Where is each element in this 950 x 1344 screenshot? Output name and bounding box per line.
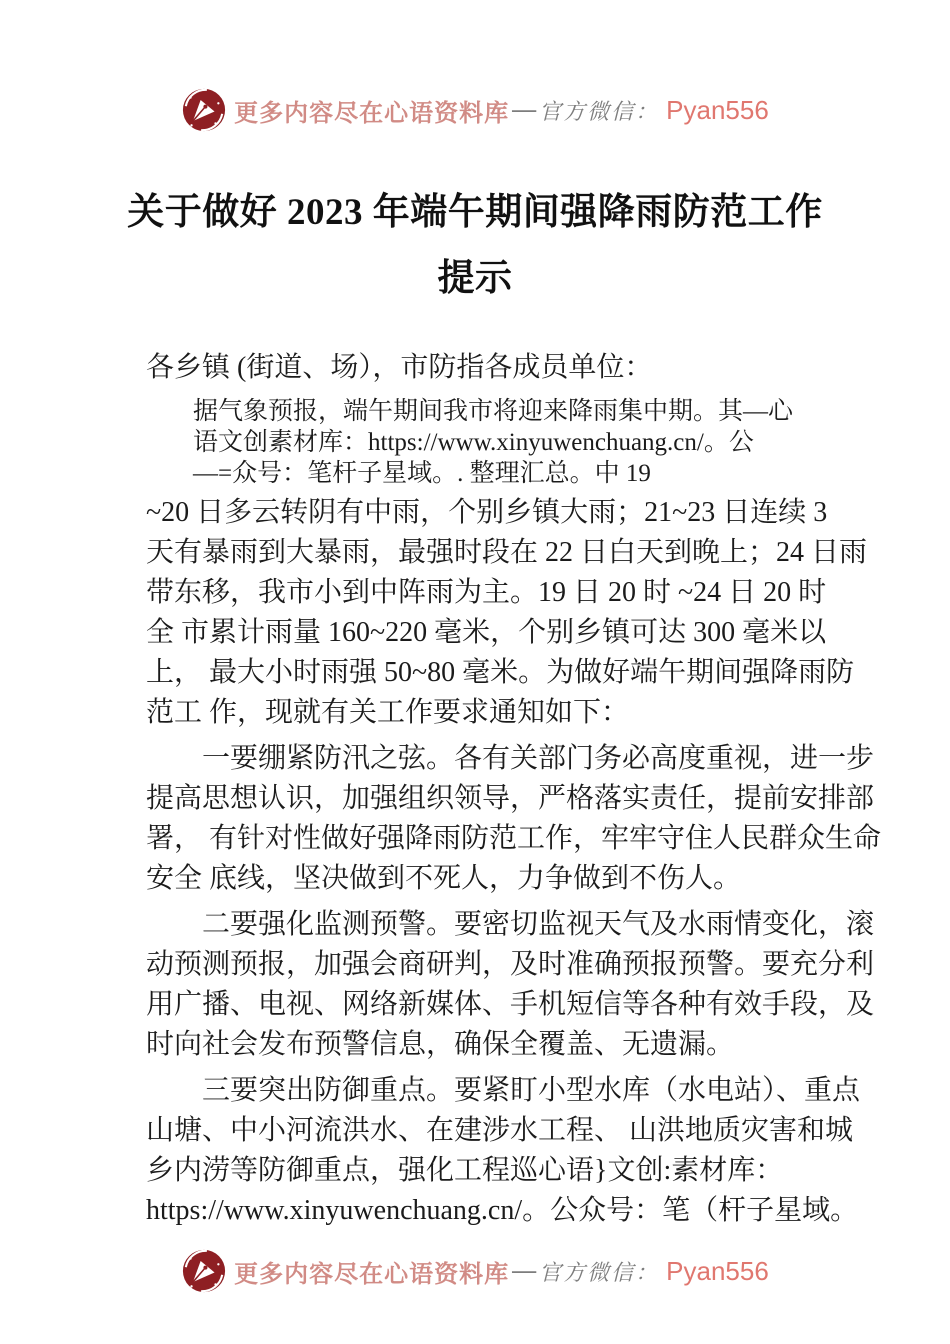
footer-banner	[0, 1247, 950, 1295]
paragraph	[146, 1071, 861, 1231]
banner-wechat-id: Pyan556	[666, 94, 769, 125]
banner-wechat-label: 官方微信：	[539, 98, 660, 124]
banner-slogan: 更多内容尽在心语资料库	[234, 1261, 510, 1288]
text-line: 山塘、中小河流洪水、在建涉水工程、 山洪地质灾害和城	[146, 1115, 854, 1146]
banner-wechat-id: Pyan556	[666, 1255, 769, 1286]
paragraph	[146, 493, 868, 733]
banner-slogan: 更多内容尽在心语资料库	[234, 100, 510, 127]
text-line: 一要绷紧防汛之弦。各有关部门务必高度重视，进一步	[202, 743, 875, 774]
text-line: 乡内涝等防御重点，强化工程巡心语}文创:素材库：	[146, 1155, 784, 1186]
text-line: https://www.xinyuwenchuang.cn/。公众号：笔（杆子星域。	[146, 1195, 859, 1226]
text-line: 语文创素材库：https://www.xinyuwenchuang.cn/。公	[193, 429, 754, 456]
pen-nib-badge-icon	[181, 87, 227, 133]
banner-wechat-label: 官方微信：	[539, 1259, 660, 1285]
text-line: —=众号：笔杆子星域。. 整理汇总。中 19	[193, 460, 651, 487]
text-line: 天有暴雨到大暴雨，最强时段在 22 日白天到晚上；24 日雨	[146, 537, 868, 568]
text-line: 各乡镇 (街道、场），市防指各成员单位：	[146, 352, 653, 383]
text-line: 安全 底线，坚决做到不死人，力争做到不伤人。	[146, 863, 742, 894]
pen-nib-badge-icon	[181, 1248, 227, 1294]
paragraph	[146, 739, 882, 899]
text-line: 据气象预报，端午期间我市将迎来降雨集中期。其—心	[193, 398, 794, 425]
doc-title-line-1: 关于做好 2023 年端午期间强降雨防范工作	[127, 192, 823, 233]
header-banner	[0, 86, 950, 134]
text-line: 时向社会发布预警信息，确保全覆盖、无遗漏。	[146, 1029, 735, 1060]
paragraph	[146, 348, 830, 388]
text-line: 动预测预报，加强会商研判，及时准确预报预警。要充分利	[146, 949, 875, 980]
paragraph	[193, 396, 830, 489]
text-line: 三要突出防御重点。要紧盯小型水库（水电站）、重点	[202, 1075, 861, 1106]
text-line: 用广播、电视、网络新媒体、手机短信等各种有效手段，及	[146, 989, 875, 1020]
paragraph	[146, 905, 875, 1065]
text-line: 范工 作，现就有关工作要求通知如下：	[146, 697, 630, 728]
doc-title-line-2: 提示	[437, 258, 513, 299]
text-line: 提高思想认识，加强组织领导，严格落实责任，提前安排部	[146, 783, 875, 814]
text-line: 署， 有针对性做好强降雨防范工作，牢牢守住人民群众生命	[146, 823, 882, 854]
text-line: 全 市累计雨量 160~220 毫米，个别乡镇可达 300 毫米以	[146, 617, 827, 648]
text-line: ~20 日多云转阴有中雨，个别乡镇大雨；21~23 日连续 3	[146, 497, 828, 528]
text-line: 带东移，我市小到中阵雨为主。19 日 20 时 ~24 日 20 时	[146, 577, 827, 608]
text-line: 二要强化监测预警。要密切监视天气及水雨情变化，滚	[202, 909, 875, 940]
text-line: 上， 最大小时雨强 50~80 毫米。为做好端午期间强降雨防	[146, 657, 855, 688]
banner-dash: —	[512, 1257, 537, 1284]
banner-dash: —	[512, 96, 537, 123]
document-body	[0, 348, 950, 1231]
